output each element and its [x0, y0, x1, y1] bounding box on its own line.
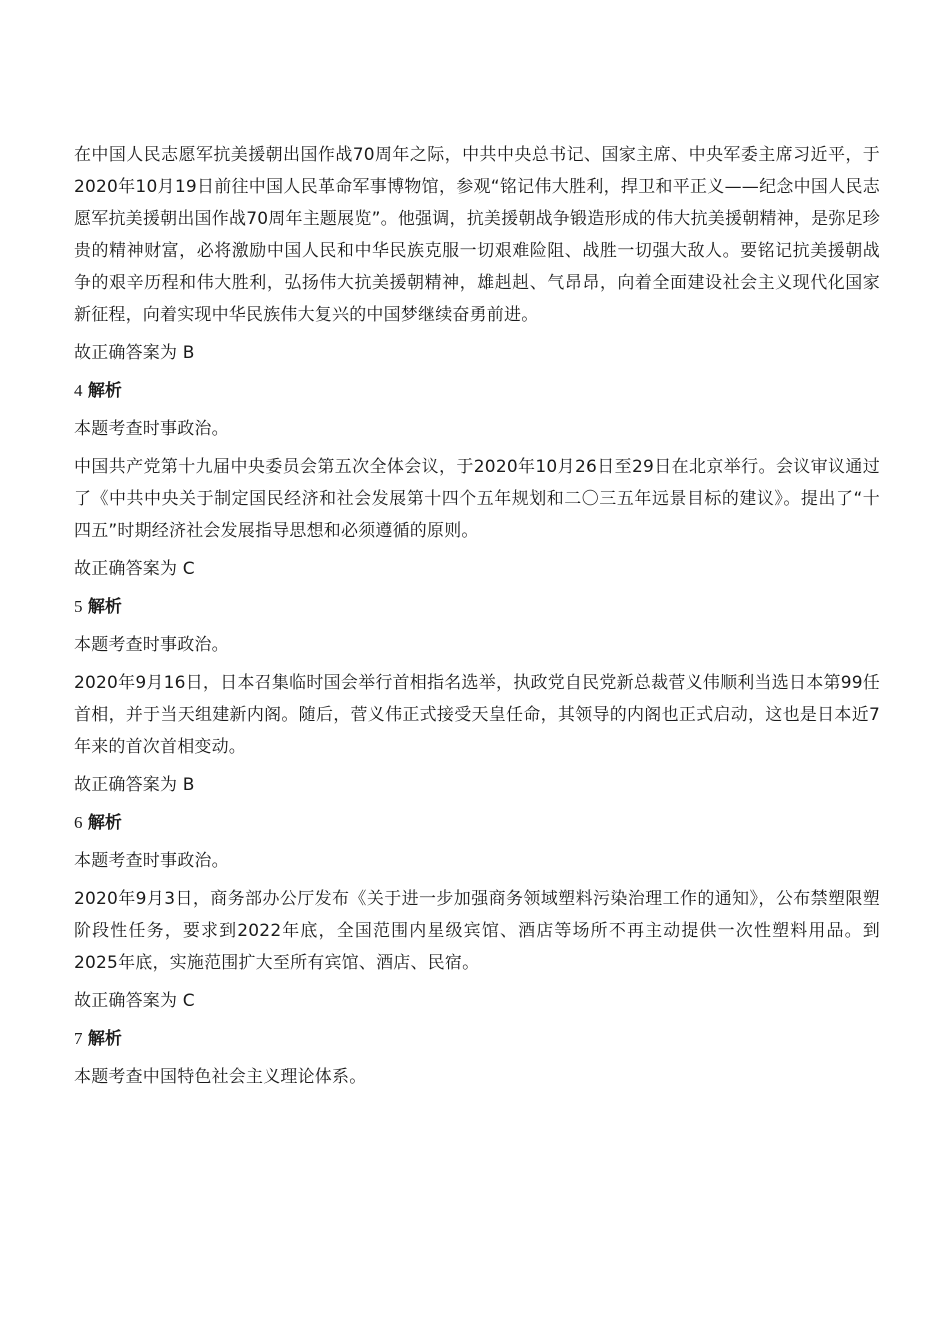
- section-label: 解析: [87, 597, 122, 617]
- section-topic: 本题考查时事政治。: [74, 419, 229, 439]
- section-topic: 本题考查时事政治。: [74, 635, 229, 655]
- section-label: 解析: [87, 1029, 122, 1049]
- section-label: 解析: [87, 381, 122, 401]
- section-heading-4: [74, 375, 880, 407]
- answer-line: 故正确答案为 C: [74, 991, 195, 1011]
- section-heading-7: [74, 1023, 880, 1055]
- section-number: 7: [74, 1029, 83, 1048]
- section-heading-5: [74, 591, 880, 623]
- section-number: 6: [74, 813, 83, 832]
- section-number: 4: [74, 381, 83, 400]
- section-body: 2020年9月16日，日本召集临时国会举行首相指名选举，执政党自民党新总裁菅义伟顺利当选日本第99任首相，并于当天组建新内阁。随后，菅义伟正式接受天皇任命，其领导的内阁也正式启动，这也是日本近7年来的首次首相变动。: [74, 673, 880, 757]
- section-topic: 本题考查时事政治。: [74, 851, 229, 871]
- answer-line: 故正确答案为 B: [74, 775, 195, 795]
- section-body: 中国共产党第十九届中央委员会第五次全体会议，于2020年10月26日至29日在北京举行。会议审议通过了《中共中央关于制定国民经济和社会发展第十四个五年规划和二〇三五年远景目标的建议》。提出了“十四五”时期经济社会发展指导思想和必须遵循的原则。: [74, 457, 880, 541]
- document-page: [74, 139, 880, 1099]
- section-number: 5: [74, 597, 83, 616]
- section-body: 2020年9月3日，商务部办公厅发布《关于进一步加强商务领域塑料污染治理工作的通知》，公布禁塑限塑阶段性任务，要求到2022年底，全国范围内星级宾馆、酒店等场所不再主动提供一次性塑料用品。到2025年底，实施范围扩大至所有宾馆、酒店、民宿。: [74, 889, 880, 973]
- section-label: 解析: [87, 813, 122, 833]
- answer-line: 故正确答案为 C: [74, 559, 195, 579]
- answer-line: 故正确答案为 B: [74, 343, 195, 363]
- section-topic: 本题考查中国特色社会主义理论体系。: [74, 1067, 367, 1087]
- paragraph-intro: 在中国人民志愿军抗美援朝出国作战70周年之际，中共中央总书记、国家主席、中央军委主席习近平，于2020年10月19日前往中国人民革命军事博物馆，参观“铭记伟大胜利，捍卫和平正义——纪念中国人民志愿军抗美援朝出国作战70周年主题展览”。他强调，抗美援朝战争锻造形成的伟大抗美援朝精神，是弥足珍贵的精神财富，必将激励中国人民和中华民族克服一切艰难险阻、战胜一切强大敌人。要铭记抗美援朝战争的艰辛历程和伟大胜利，弘扬伟大抗美援朝精神，雄赳赳、气昂昂，向着全面建设社会主义现代化国家新征程，向着实现中华民族伟大复兴的中国梦继续奋勇前进。: [74, 145, 880, 325]
- section-heading-6: [74, 807, 880, 839]
